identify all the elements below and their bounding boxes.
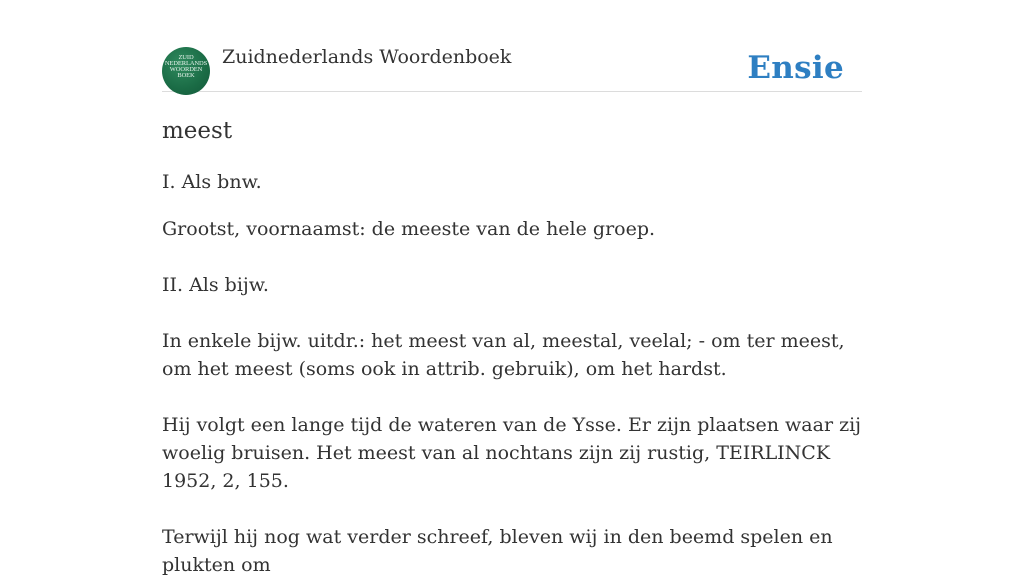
- sense1-label: I. Als bnw.: [162, 171, 262, 193]
- example-quote: Hij volgt een lange tijd de wateren van de Ysse. Er zijn plaatsen waar zij woelig bruisen. Het meest van al nochtans zijn zij rustig, TEIRLINCK 1952, 2, 155.: [162, 414, 862, 492]
- site-title-link[interactable]: Zuidnederlands Woordenboek: [222, 46, 512, 68]
- entry-content: [162, 116, 862, 579]
- sense2-label: II. Als bijw.: [162, 274, 269, 296]
- logo-line: ZUID: [178, 54, 194, 61]
- headword: meest: [162, 118, 233, 144]
- logo-line: WOORDEN: [169, 66, 203, 73]
- sense1-definition: Grootst, voornaamst: de meeste van de hele groep.: [162, 218, 656, 240]
- header: [162, 0, 862, 92]
- sense2-definition: In enkele bijw. uitdr.: het meest van al, meestal, veelal; - om ter meest, om het meest (soms ook in attrib. gebruik), om het hardst.: [162, 330, 845, 380]
- example-quote: Terwijl hij nog wat verder schreef, bleven wij in den beemd spelen en plukten om: [162, 526, 833, 576]
- page: [162, 0, 862, 576]
- ensie-brand-link[interactable]: Ensie: [747, 50, 844, 86]
- logo-line: BOEK: [177, 72, 195, 79]
- logo-line: NEDERLANDS: [164, 60, 208, 67]
- dictionary-logo[interactable]: [162, 47, 210, 95]
